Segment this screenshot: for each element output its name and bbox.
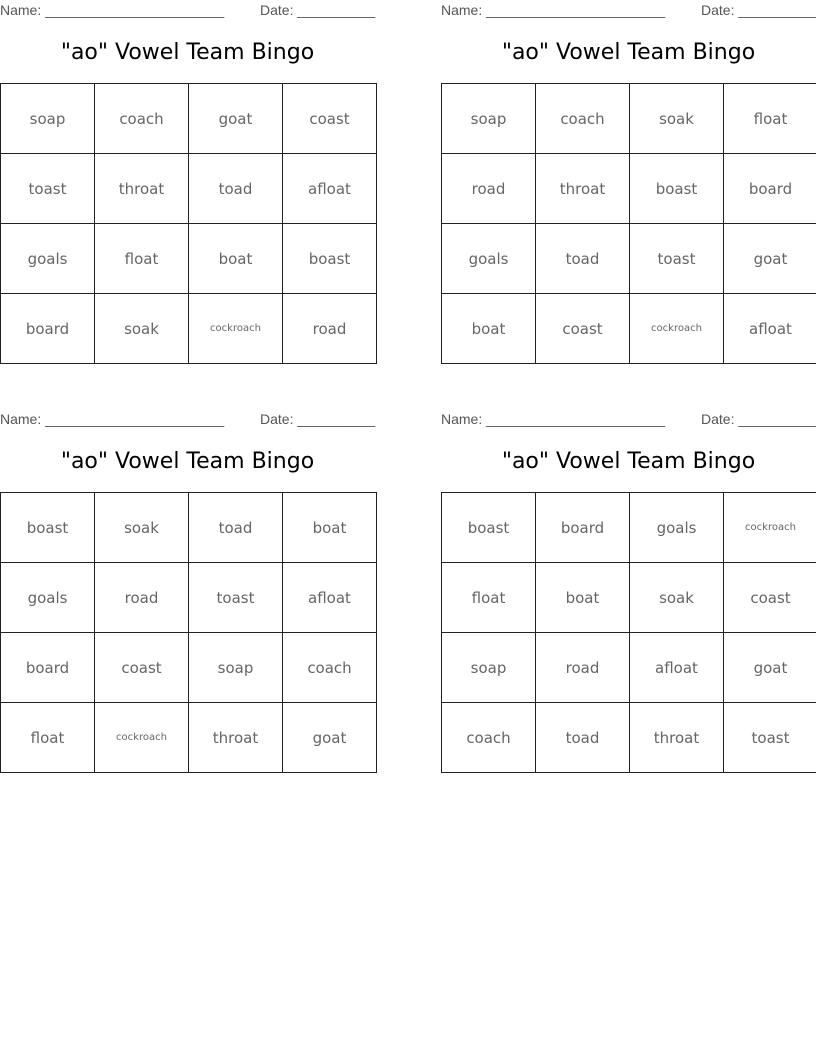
name-field: Name: _______________________ [441, 2, 666, 18]
card-title: "ao" Vowel Team Bingo [60, 40, 315, 65]
card-title: "ao" Vowel Team Bingo [501, 40, 756, 65]
bingo-cell: boast [442, 493, 536, 563]
bingo-cell: boast [283, 224, 377, 294]
grid-row [442, 493, 816, 563]
bingo-cell: cockroach [724, 493, 816, 563]
bingo-cell: boat [442, 294, 536, 364]
bingo-cell: toast [630, 224, 724, 294]
name-field: Name: _______________________ [0, 411, 225, 427]
bingo-cell: board [1, 294, 95, 364]
bingo-grid [0, 83, 377, 364]
bingo-cell: float [95, 224, 189, 294]
grid-row [1, 294, 377, 364]
bingo-cell: coach [283, 633, 377, 703]
bingo-cell: coast [536, 294, 630, 364]
bingo-card [441, 0, 816, 365]
bingo-cell: toast [724, 703, 816, 773]
bingo-cell: goat [724, 633, 816, 703]
bingo-cell: goals [1, 224, 95, 294]
bingo-cell: float [1, 703, 95, 773]
bingo-cell: toad [189, 154, 283, 224]
grid-row [1, 224, 377, 294]
date-field: Date: __________ [701, 2, 816, 18]
bingo-cell: goat [283, 703, 377, 773]
bingo-cell: throat [630, 703, 724, 773]
grid-row [1, 703, 377, 773]
bingo-cell: road [536, 633, 630, 703]
card-header [441, 2, 816, 18]
bingo-cell: boast [1, 493, 95, 563]
card-title: "ao" Vowel Team Bingo [501, 449, 756, 474]
date-field: Date: __________ [260, 2, 376, 18]
bingo-cell: board [724, 154, 816, 224]
grid-row [442, 563, 816, 633]
bingo-cell: throat [95, 154, 189, 224]
card-header [0, 2, 375, 18]
bingo-cell: soak [630, 563, 724, 633]
bingo-cell: toad [189, 493, 283, 563]
bingo-cell: goat [724, 224, 816, 294]
bingo-cell: boat [189, 224, 283, 294]
bingo-cell: boat [283, 493, 377, 563]
bingo-card [441, 409, 816, 774]
bingo-cell: coach [442, 703, 536, 773]
grid-row [442, 224, 816, 294]
card-title: "ao" Vowel Team Bingo [60, 449, 315, 474]
bingo-card [0, 409, 375, 774]
grid-row [442, 703, 816, 773]
bingo-cell: goals [1, 563, 95, 633]
bingo-cell: coast [283, 84, 377, 154]
bingo-cell: goat [189, 84, 283, 154]
bingo-cell: float [724, 84, 816, 154]
bingo-cell: soap [1, 84, 95, 154]
bingo-grid [0, 492, 377, 773]
bingo-cell: afloat [724, 294, 816, 364]
bingo-cell: soap [442, 633, 536, 703]
name-field: Name: _______________________ [441, 411, 666, 427]
bingo-cell: afloat [283, 154, 377, 224]
grid-row [442, 633, 816, 703]
bingo-cell: boat [536, 563, 630, 633]
bingo-cell: coast [95, 633, 189, 703]
bingo-card [0, 0, 375, 365]
grid-row [442, 294, 816, 364]
grid-row [1, 84, 377, 154]
date-field: Date: __________ [260, 411, 376, 427]
bingo-cell: cockroach [95, 703, 189, 773]
bingo-cell: road [283, 294, 377, 364]
bingo-cell: soak [95, 294, 189, 364]
bingo-cell: soak [95, 493, 189, 563]
bingo-cell: board [1, 633, 95, 703]
bingo-cell: boast [630, 154, 724, 224]
grid-row [1, 563, 377, 633]
bingo-cell: goals [630, 493, 724, 563]
bingo-cell: board [536, 493, 630, 563]
bingo-cell: toast [189, 563, 283, 633]
bingo-grid [441, 492, 816, 773]
bingo-cell: afloat [630, 633, 724, 703]
bingo-cell: coach [95, 84, 189, 154]
bingo-cell: cockroach [189, 294, 283, 364]
grid-row [442, 84, 816, 154]
grid-row [1, 154, 377, 224]
bingo-cell: toad [536, 703, 630, 773]
card-header [0, 411, 375, 427]
bingo-cell: coast [724, 563, 816, 633]
name-field: Name: _______________________ [0, 2, 225, 18]
date-field: Date: __________ [701, 411, 816, 427]
grid-row [442, 154, 816, 224]
grid-row [1, 493, 377, 563]
bingo-cell: afloat [283, 563, 377, 633]
bingo-cell: coach [536, 84, 630, 154]
bingo-cell: toad [536, 224, 630, 294]
grid-row [1, 633, 377, 703]
bingo-cell: soap [189, 633, 283, 703]
bingo-cell: soap [442, 84, 536, 154]
bingo-cell: float [442, 563, 536, 633]
bingo-cell: throat [536, 154, 630, 224]
bingo-grid [441, 83, 816, 364]
bingo-cell: cockroach [630, 294, 724, 364]
bingo-cell: goals [442, 224, 536, 294]
bingo-cell: soak [630, 84, 724, 154]
bingo-cell: road [442, 154, 536, 224]
card-header [441, 411, 816, 427]
bingo-cell: road [95, 563, 189, 633]
bingo-cell: toast [1, 154, 95, 224]
bingo-cell: throat [189, 703, 283, 773]
